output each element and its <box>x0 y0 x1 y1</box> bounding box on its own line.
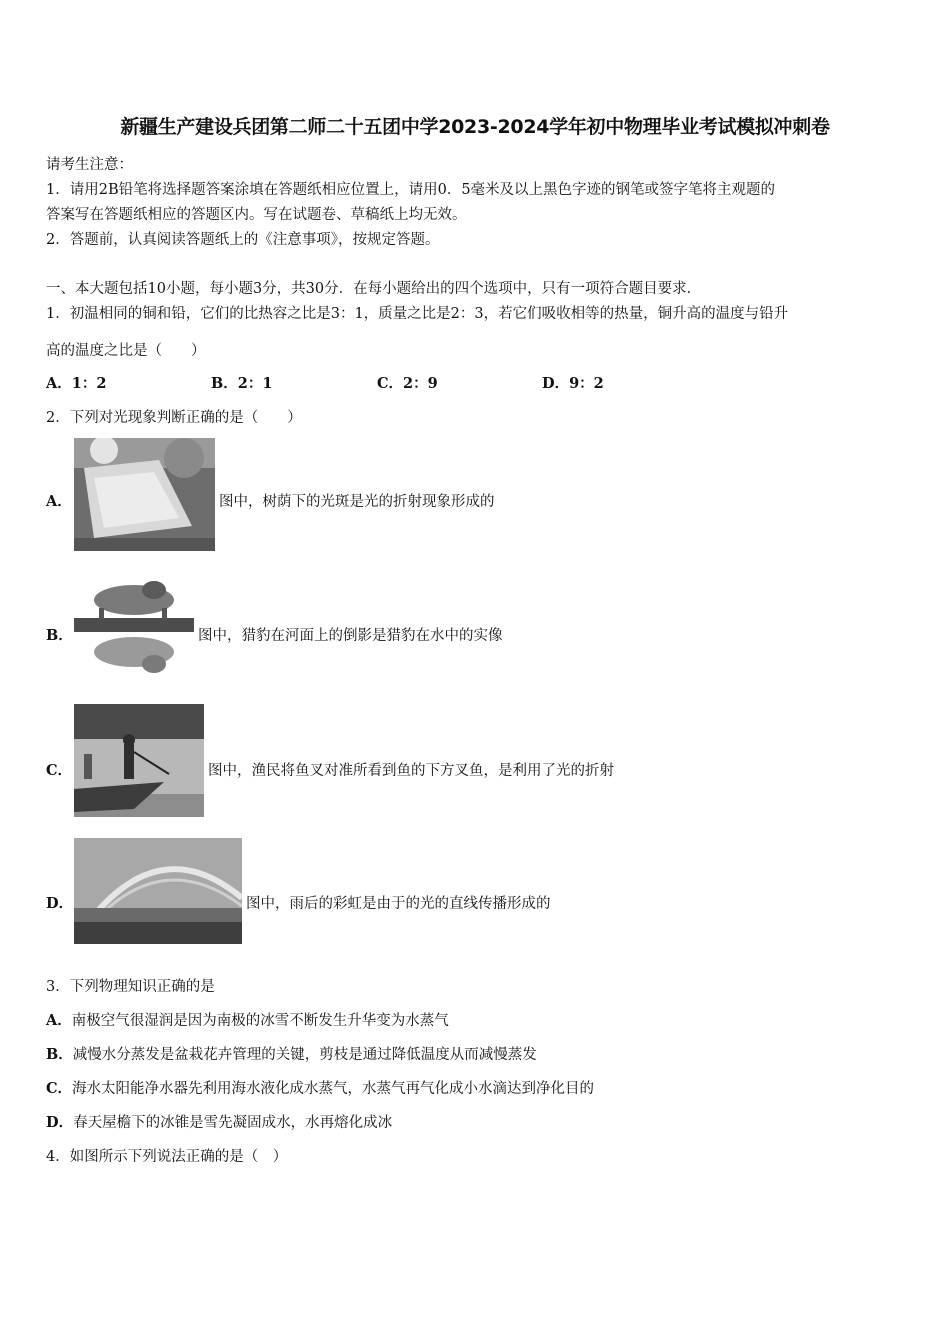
q3-option-d <box>46 1111 392 1132</box>
q4-stem: 4．如图所示下列说法正确的是（ ） <box>46 1149 288 1165</box>
q1-option-b <box>211 372 272 393</box>
q3-stem: 3．下列物理知识正确的是 <box>46 979 215 995</box>
notice-line-2: 2．答题前，认真阅读答题纸上的《注意事项》，按规定答题。 <box>46 232 440 248</box>
q1-option-a <box>46 372 106 393</box>
option-letter: B． <box>46 1046 73 1063</box>
rainbow-photo <box>74 838 242 944</box>
option-text: 图中，猎豹在河面上的倒影是猎豹在水中的实像 <box>198 628 503 644</box>
option-text: 减慢水分蒸发是盆栽花卉管理的关键，剪枝是通过降低温度从而减慢蒸发 <box>72 1047 537 1063</box>
option-letter: D． <box>46 1114 74 1131</box>
q2-stem: 2．下列对光现象判断正确的是（ ） <box>46 410 302 426</box>
leopard-reflection-photo <box>74 572 194 682</box>
q1-stem-line1: 1．初温相同的铜和铅，它们的比热容之比是3：1，质量之比是2：3，若它们吸收相等的热量，铜升高的温度与铅升 <box>46 306 789 322</box>
option-letter: D． <box>542 375 570 392</box>
option-letter: A． <box>46 493 72 510</box>
tree-shade-photo <box>74 438 215 551</box>
option-letter: A． <box>46 375 72 392</box>
option-letter: D． <box>46 895 74 912</box>
q1-option-c <box>377 372 438 393</box>
option-letter: C． <box>46 1080 73 1097</box>
fisherman-photo <box>74 704 204 817</box>
q3-option-b <box>46 1043 537 1064</box>
option-text: 9：2 <box>569 375 604 392</box>
notice-line-1: 1．请用2B铅笔将选择题答案涂填在答题纸相应位置上，请用0．5毫米及以上黑色字迹的钢笔或签字笔将主观题的 <box>46 182 776 198</box>
q1-stem-line2: 高的温度之比是（ ） <box>46 343 206 359</box>
option-text: 图中，树荫下的光斑是光的折射现象形成的 <box>219 494 495 510</box>
q1-option-d <box>542 372 604 393</box>
option-text: 图中，渔民将鱼叉对准所看到鱼的下方叉鱼，是利用了光的折射 <box>208 763 614 779</box>
option-letter: B． <box>46 627 73 644</box>
option-text: 2：1 <box>237 375 273 392</box>
option-text: 春天屋檐下的冰锥是雪先凝固成水，水再熔化成冰 <box>73 1115 393 1131</box>
option-letter: A． <box>46 1012 72 1029</box>
q3-option-a <box>46 1009 449 1030</box>
notice-heading: 请考生注意： <box>46 157 133 173</box>
option-text: 1：2 <box>71 375 107 392</box>
option-text: 2：9 <box>403 375 438 392</box>
option-text: 南极空气很湿润是因为南极的冰雪不断发生升华变为水蒸气 <box>71 1013 449 1029</box>
option-text: 海水太阳能净水器先利用海水液化成水蒸气，水蒸气再气化成小水滴达到净化目的 <box>72 1081 595 1097</box>
option-letter: C． <box>46 762 73 779</box>
option-text: 图中，雨后的彩虹是由于的光的直线传播形成的 <box>246 896 551 912</box>
option-letter: C． <box>377 375 404 392</box>
notice-line-1b: 答案写在答题纸相应的答题区内。写在试题卷、草稿纸上均无效。 <box>46 207 467 223</box>
option-letter: B． <box>211 375 238 392</box>
section-heading: 一、本大题包括10小题，每小题3分，共30分．在每小题给出的四个选项中，只有一项符合题目要求． <box>46 281 702 297</box>
q3-option-c <box>46 1077 594 1098</box>
page-title: 新疆生产建设兵团第二师二十五团中学2023-2024学年初中物理毕业考试模拟冲刺卷 <box>120 116 830 138</box>
